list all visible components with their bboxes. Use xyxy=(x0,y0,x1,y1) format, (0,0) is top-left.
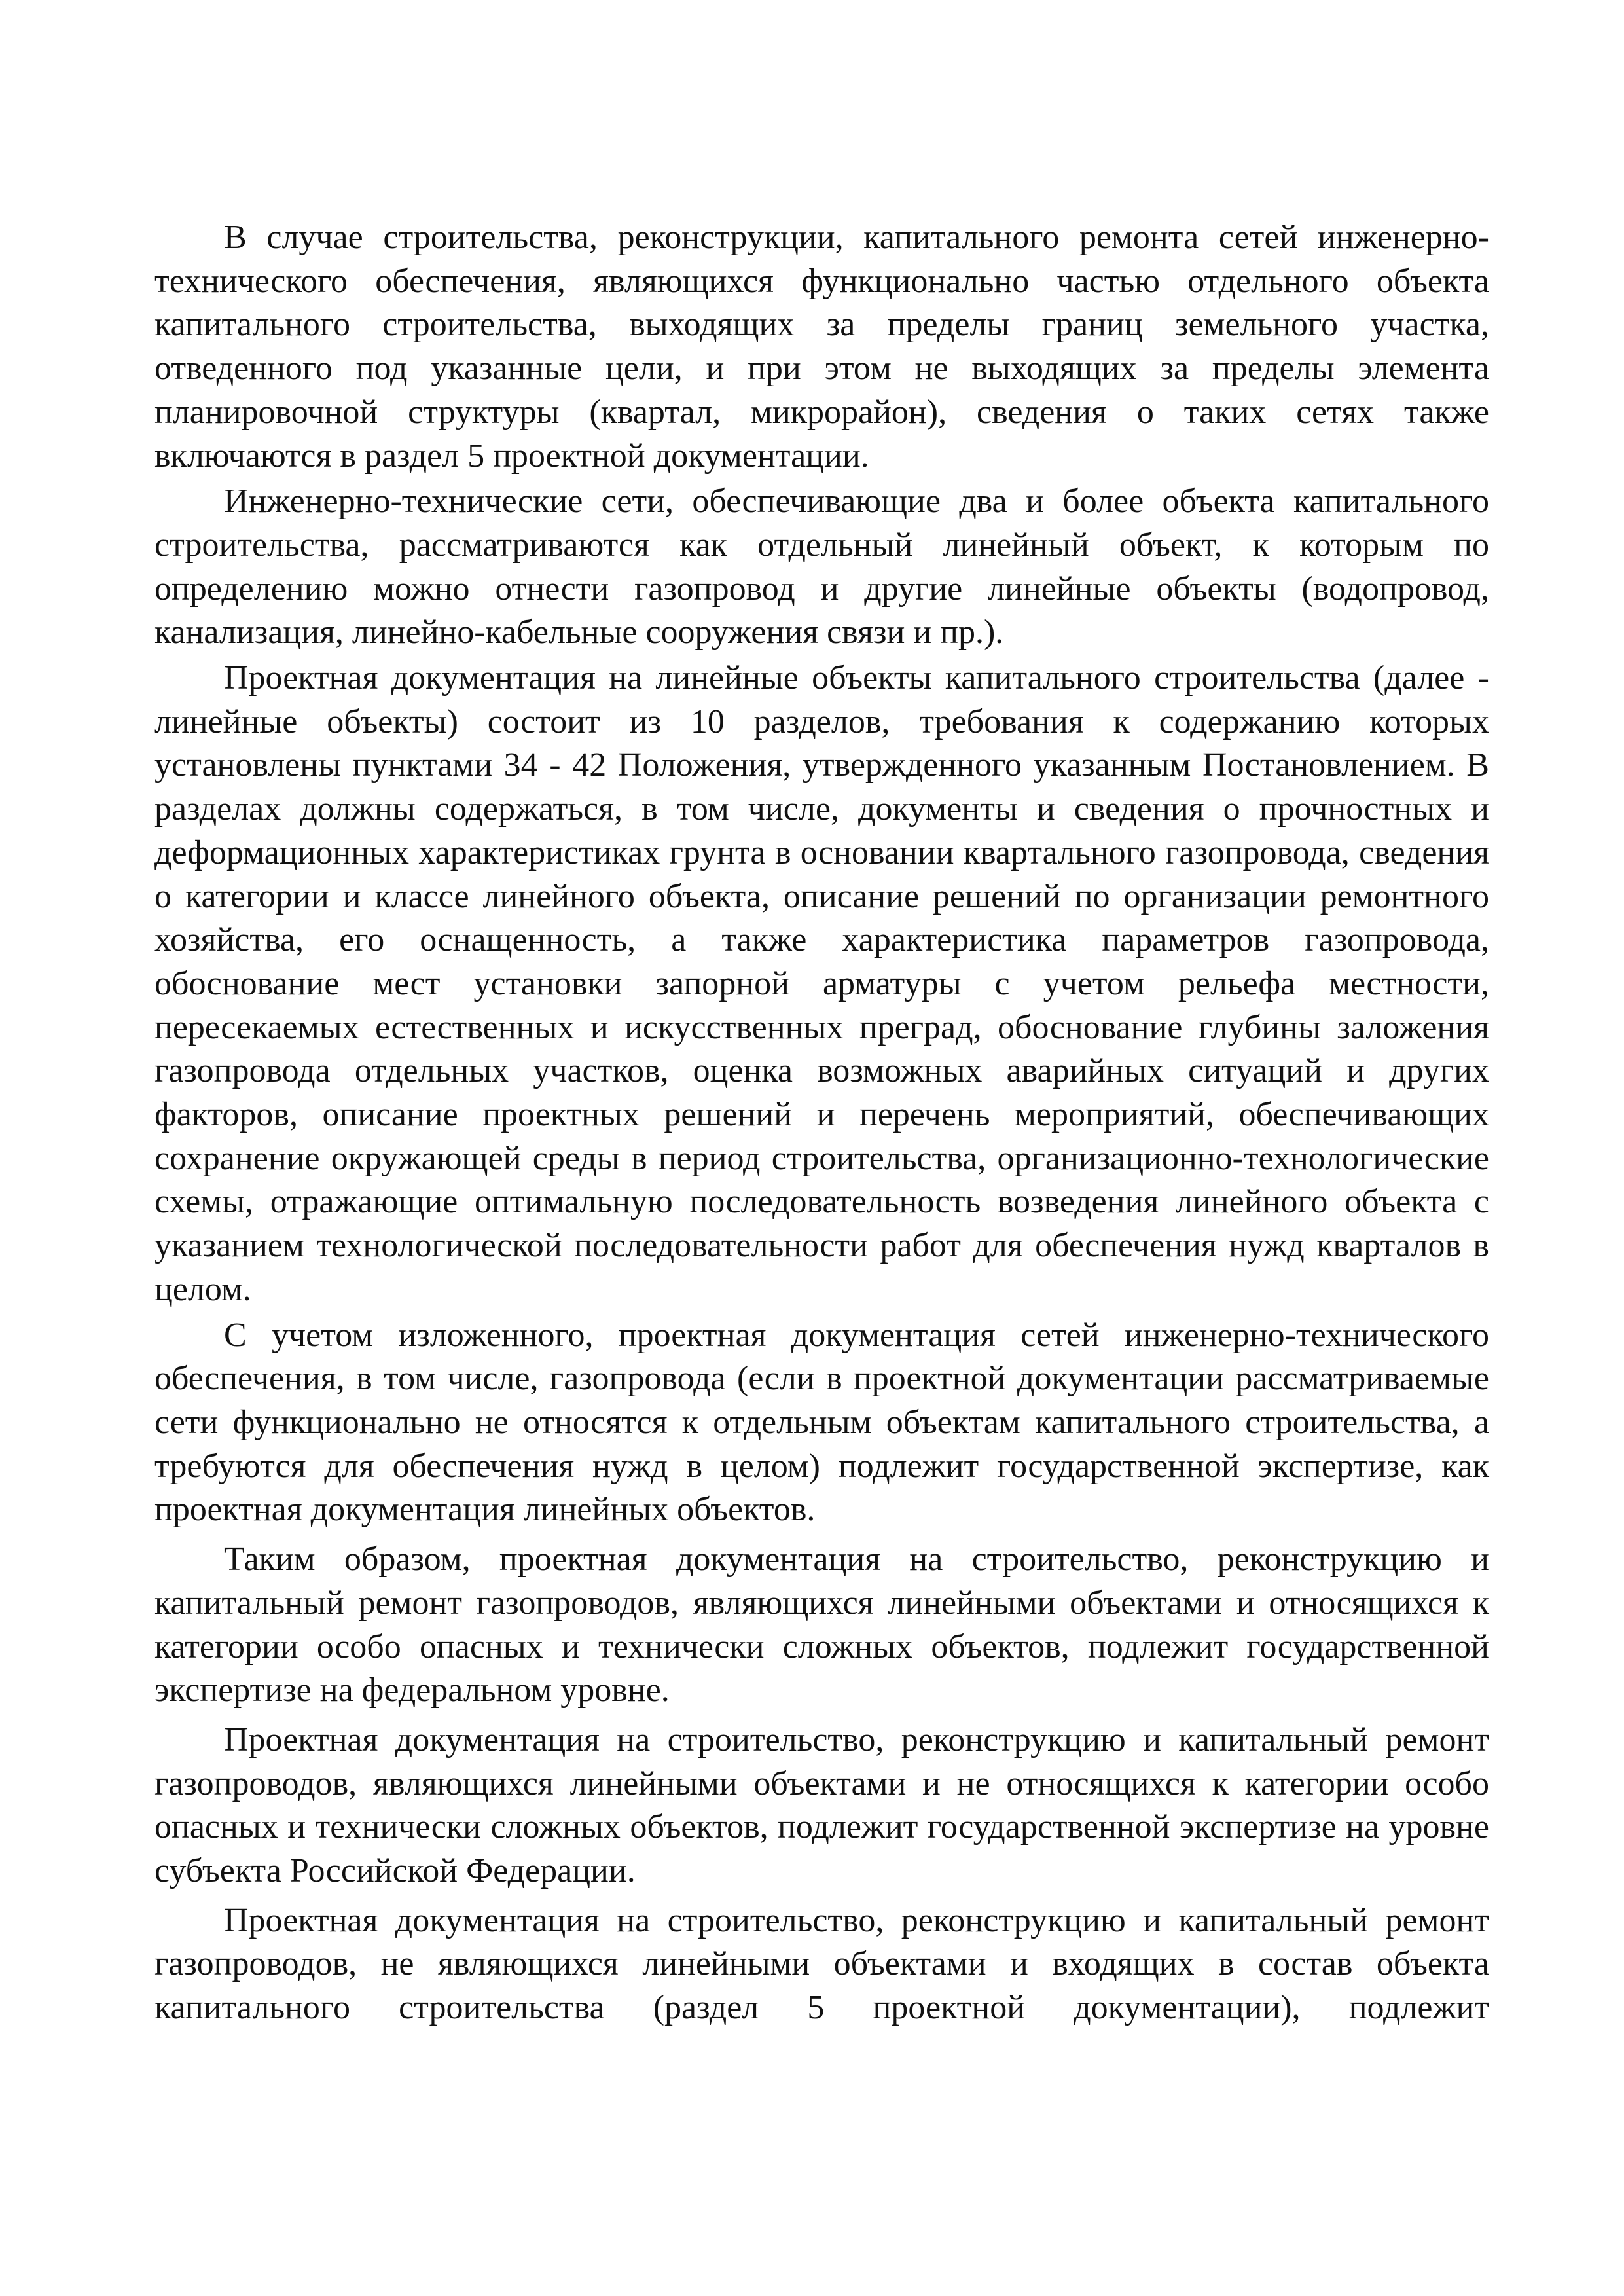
paragraph-federal-level-expertise: Таким образом, проектная документация на строительство, реконструкцию и капитальный ремонт газопроводов, являющихся линейными объектами и относящихся к категории особо опасных и технически сложных объектов, подлежит государственной экспертизе на федеральном уровне. xyxy=(154,1540,1489,1709)
paragraph-regional-level-expertise: Проектная документация на строительство, реконструкцию и капитальный ремонт газопроводов, являющихся линейными объектами и не относящихся к категории особо опасных и технически сложных объектов, подлежит государственной экспертизе на уровне субъекта Российской Федерации. xyxy=(154,1721,1489,1890)
paragraph-utility-networks-section-5: В случае строительства, реконструкции, капитального ремонта сетей инженерно-технического обеспечения, являющихся функционально частью отдельного объекта капитального строительства, выходящих за пределы границ земельного участка, отведенного под указанные цели, и при этом не выходящих за пределы элемента планировочной структуры (квартал, микрорайон), сведения о таких сетях также включаются в раздел 5 проектной документации. xyxy=(154,219,1489,475)
paragraph-linear-objects-documentation: Проектная документация на линейные объекты капитального строительства (далее - линейные объекты) состоит из 10 разделов, требования к содержанию которых установлены пунктами 34 - 42 Положения, утвержденного указанным Постановлением. В разделах должны содержаться, в том числе, документы и сведения о прочностных и деформационных характеристиках грунта в основании квартального газопровода, сведения о категории и классе линейного объекта, описание решений по организации ремонтного хозяйства, его оснащенность, а также характеристика параметров газопровода, обоснование мест установки запорной арматуры с учетом рельефа местности, пересекаемых естественных и искусственных преград, обоснование глубины заложения газопровода отдельных участков, оценка возможных аварийных ситуаций и других факторов, описание проектных решений и перечень мероприятий, обеспечивающих сохранение окружающей среды в период строительства, организационно-технологические схемы, отражающие оптимальную последовательность возведения линейного объекта с указанием технологической последовательности работ для обеспечения нужд кварталов в целом. xyxy=(154,659,1489,1308)
paragraph-non-linear-gas-pipelines: Проектная документация на строительство, реконструкцию и капитальный ремонт газопроводов, не являющихся линейными объектами и входящих в состав объекта капитального строительства (раздел 5 проектной документации), подлежит xyxy=(154,1901,1489,2027)
paragraph-linear-object-definition: Инженерно-технические сети, обеспечивающие два и более объекта капитального строительства, рассматриваются как отдельный линейный объект, к которым по определению можно отнести газопровод и другие линейные объекты (водопровод, канализация, линейно-кабельные сооружения связи и пр.). xyxy=(154,483,1489,651)
document-body xyxy=(154,216,1489,2032)
paragraph-state-expertise-networks: С учетом изложенного, проектная документация сетей инженерно-технического обеспечения, в том числе, газопровода (если в проектной документации рассматриваемые сети функционально не относятся к отдельным объектам капитального строительства, а требуются для обеспечения нужд в целом) подлежит государственной экспертизе, как проектная документация линейных объектов. xyxy=(154,1316,1489,1529)
